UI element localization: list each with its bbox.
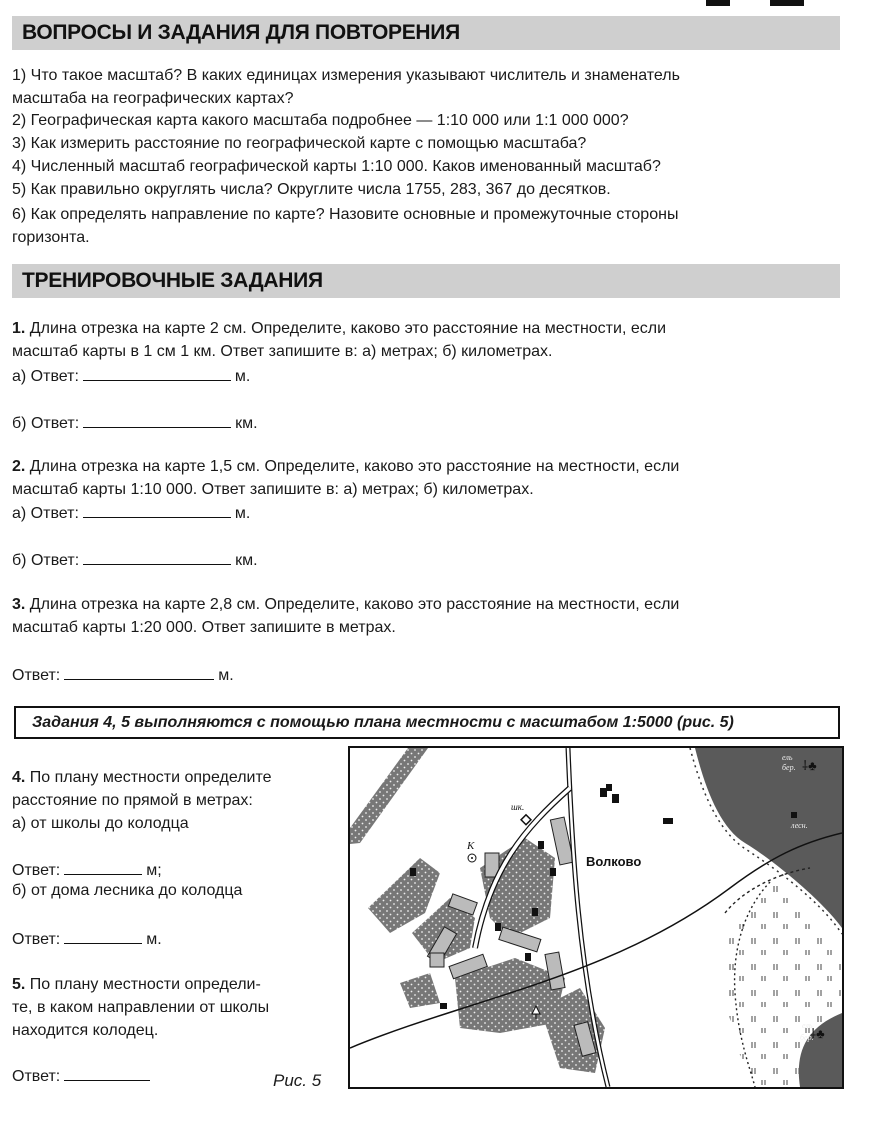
unit-label: м. [234,505,251,522]
task-4-answer-a [12,860,162,880]
task-3-line1: Длина отрезка на карте 2,8 см. Определите, каково это расстояние на местности, если [29,596,680,613]
task-1-number: 1. [12,320,26,337]
page-corner-mark [770,0,804,6]
task-3-answer [12,665,234,685]
review-question-1 [12,64,842,110]
well-label: К [467,840,475,852]
task-5 [12,973,330,1042]
answer-label: б) Ответ: [12,552,80,569]
unit-label: м. [218,667,234,684]
forester-label: лесн. [791,821,808,830]
task-4 [12,766,330,835]
review-question-5: 5) Как правильно округлять числа? Округлите числа 1755, 283, 367 до десятков. [12,181,611,198]
unit-label: м; [146,862,162,879]
answer-label: б) Ответ: [12,415,80,432]
review-q6-line1: 6) Как определять направление по карте? Назовите основные и промежуточные стороны [12,206,679,223]
answer-label: а) Ответ: [12,368,79,385]
task-4-line1: По плану местности определите [29,769,272,786]
task-4-answer-b [12,929,162,949]
answer-label: а) Ответ: [12,505,79,522]
task-1-line2: масштаб карты в 1 см 1 км. Ответ запишите в: а) метрах; б) километрах. [12,343,553,360]
forest-south-label-2: бер. [800,1033,814,1042]
tasks-note-box [14,706,840,739]
task-1-answer-b [12,413,258,433]
task-2-answer-b [12,550,258,570]
review-heading: ВОПРОСЫ И ЗАДАНИЯ ДЛЯ ПОВТОРЕНИЯ [22,21,460,44]
forest-north-label-2: бер. [782,763,796,772]
school-label: шк. [511,802,525,812]
answer-label: Ответ: [12,862,61,879]
forest-south-label-1: ель [802,1021,813,1030]
review-heading-band [12,16,840,50]
garden-strip [350,748,428,844]
answer-label: Ответ: [12,931,61,948]
review-q6-line2: горизонта. [12,229,90,246]
task-3-number: 3. [12,596,26,613]
task-4-line2: расстояние по прямой в метрах: [12,792,253,809]
answer-blank[interactable] [83,503,231,518]
task-5-answer [12,1066,154,1086]
task-1 [12,317,842,363]
tree-icon: ⸸♣ [802,758,817,773]
task-2-line2: масштаб карты 1:10 000. Ответ запишите в: а) метрах; б) километрах. [12,481,534,498]
task-4-number: 4. [12,769,26,786]
answer-blank[interactable] [64,860,142,875]
task-2 [12,455,842,501]
answer-blank[interactable] [64,929,142,944]
task-3-line2: масштаб карты 1:20 000. Ответ запишите в метрах. [12,619,396,636]
task-5-line1: По плану местности определи- [29,976,261,993]
unit-label: км. [235,552,258,569]
task-4-line3: а) от школы до колодца [12,815,189,832]
review-q1-line2: масштаба на географических картах? [12,90,294,107]
training-heading-band [12,264,840,298]
answer-label: Ответ: [12,667,61,684]
task-1-answer-a [12,366,250,386]
unit-label: м. [234,368,251,385]
house [430,953,444,967]
answer-blank[interactable] [64,665,214,680]
task-3 [12,593,842,639]
tasks-note: Задания 4, 5 выполняются с помощью плана местности с масштабом 1:5000 (рис. 5) [32,714,734,731]
task-5-number: 5. [12,976,26,993]
answer-blank[interactable] [83,366,231,381]
terrain-plan-map [348,746,844,1089]
answer-blank[interactable] [83,413,231,428]
training-heading: ТРЕНИРОВОЧНЫЕ ЗАДАНИЯ [22,269,323,292]
review-question-6 [12,203,842,249]
task-4-line4: б) от дома лесника до колодца [12,882,243,899]
unit-label: м. [146,931,162,948]
review-question-4: 4) Численный масштаб географической карты 1:10 000. Каков именованный масштаб? [12,158,661,175]
task-1-line1: Длина отрезка на карте 2 см. Определите, каково это расстояние на местности, если [29,320,666,337]
review-question-3: 3) Как измерить расстояние по географической карте с помощью масштаба? [12,135,587,152]
answer-blank[interactable] [83,550,231,565]
school-icon [521,815,531,825]
figure-caption: Рис. 5 [273,1071,322,1090]
task-5-line3: находится колодец. [12,1022,159,1039]
answer-blank[interactable] [64,1066,150,1081]
task-5-line2: те, в каком направлении от школы [12,999,270,1016]
review-question-2: 2) Географическая карта какого масштаба подробнее — 1:10 000 или 1:1 000 000? [12,112,629,129]
page-corner-mark [706,0,730,6]
task-2-line1: Длина отрезка на карте 1,5 см. Определите, каково это расстояние на местности, если [29,458,680,475]
review-q1-line1: 1) Что такое масштаб? В каких единицах измерения указывают числитель и знаменатель [12,67,680,84]
forest-north-label-1: ель [782,753,793,762]
garden-block [400,973,440,1008]
tree-icon: ⸸♣ [810,1026,825,1041]
task-2-answer-a [12,503,250,523]
answer-label: Ответ: [12,1068,61,1085]
unit-label: км. [235,415,258,432]
forester-house [791,812,797,818]
map-svg [350,748,842,1087]
task-2-number: 2. [12,458,26,475]
village-label: Волково [586,854,642,869]
